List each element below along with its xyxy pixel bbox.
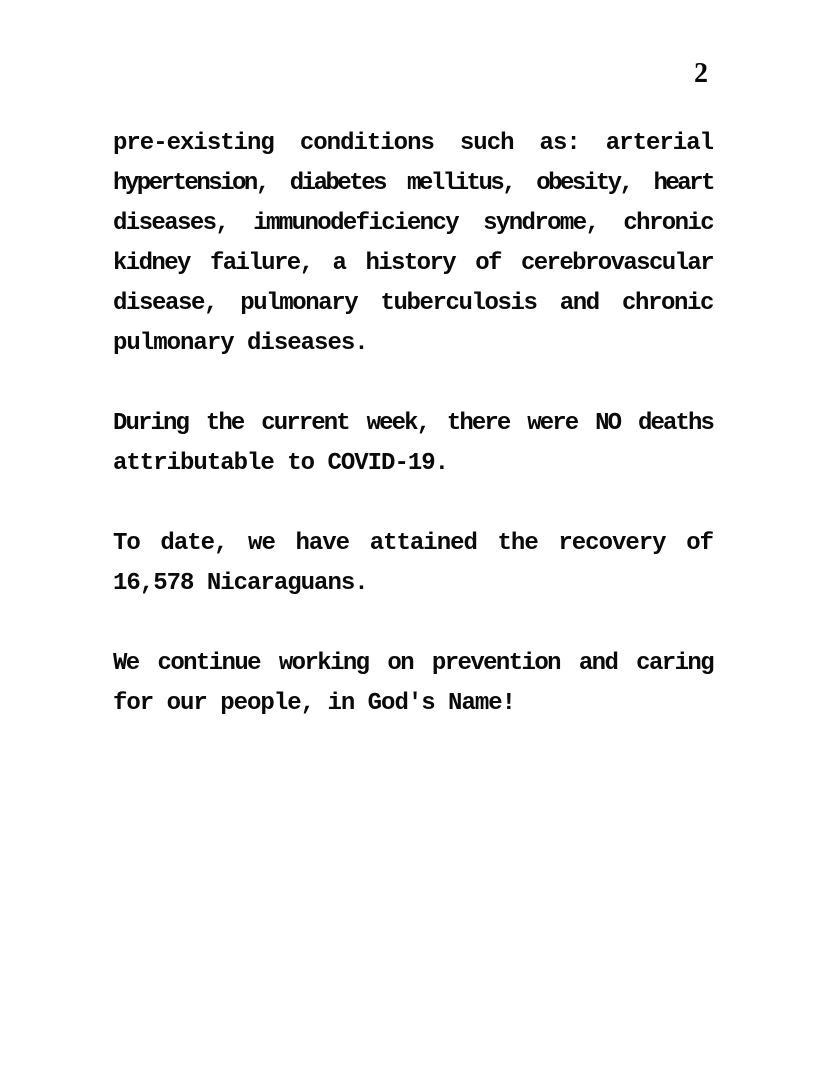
- document-body: [113, 124, 713, 764]
- paragraph-closing: [113, 644, 713, 724]
- text-line: attributable to COVID-19.: [113, 450, 449, 477]
- text-line: diseases, immunodeficiency syndrome, chronic: [113, 210, 713, 237]
- text-line: disease, pulmonary tuberculosis and chronic: [113, 290, 713, 317]
- text-line: pre-existing conditions such as: arterial: [113, 130, 713, 157]
- text-line: kidney failure, a history of cerebrovascular: [113, 250, 713, 277]
- text-line: 16,578 Nicaraguans.: [113, 570, 368, 597]
- text-line: During the current week, there were NO deaths: [113, 410, 713, 437]
- text-line: hypertension, diabetes mellitus, obesity, heart: [113, 170, 713, 197]
- page-number: 2: [694, 58, 708, 89]
- text-line: pulmonary diseases.: [113, 330, 368, 357]
- paragraph-preexisting-conditions: [113, 124, 713, 364]
- paragraph-no-deaths: [113, 404, 713, 484]
- text-line: We continue working on prevention and caring: [113, 650, 713, 677]
- text-line: for our people, in God's Name!: [113, 690, 516, 717]
- text-line: To date, we have attained the recovery of: [113, 530, 713, 557]
- paragraph-recovery: [113, 524, 713, 604]
